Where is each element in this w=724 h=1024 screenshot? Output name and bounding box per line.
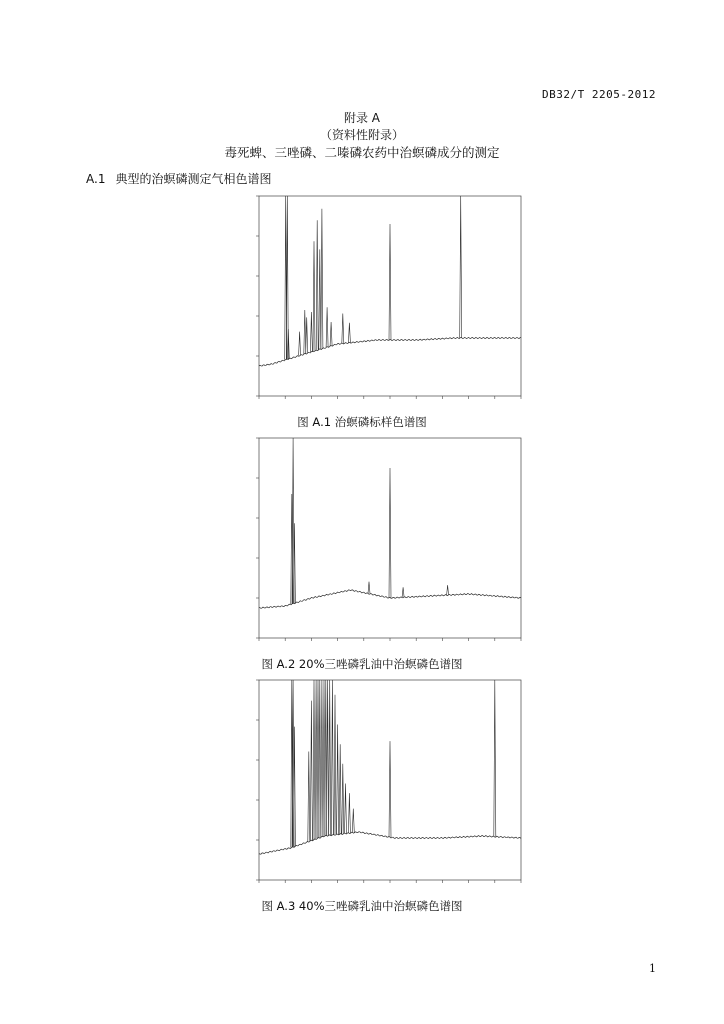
chromatogram-peak: [342, 764, 344, 834]
chromatogram-peak: [389, 224, 391, 340]
chromatogram-peak: [313, 680, 315, 840]
chromatogram-peak: [337, 725, 339, 835]
appendix-heading: [0, 110, 724, 161]
baseline-trace: [259, 590, 521, 609]
chromatogram-peak: [321, 680, 323, 837]
chromatogram-peak: [345, 784, 347, 834]
chromatogram-peak: [447, 585, 449, 595]
chromatogram-a2-svg: [247, 436, 525, 648]
baseline-trace: [259, 832, 521, 854]
appendix-label: 附录 A: [343, 111, 381, 125]
figure-caption-a3: 图 A.3 40%三唑磷乳油中治螟磷色谱图: [261, 899, 463, 913]
chromatogram-peak: [306, 317, 308, 353]
chromatogram-peak: [348, 793, 350, 833]
chromatogram-peak: [334, 695, 336, 835]
chromatogram-peak: [319, 249, 321, 349]
appendix-type: （资料性附录）: [319, 128, 404, 142]
chromatogram-a3: [247, 678, 525, 890]
chromatogram-a3-svg: [247, 678, 525, 890]
standard-code: DB32/T 2205-2012: [542, 88, 656, 101]
chromatogram-peak: [308, 752, 310, 842]
section-number: A.1: [86, 172, 106, 186]
chromatogram-peak: [389, 468, 391, 598]
chromatogram-peak: [310, 701, 312, 841]
section-title: 典型的治螟磷测定气相色谱图: [115, 172, 272, 186]
chromatogram-peak: [327, 680, 329, 836]
chromatogram-peak: [316, 220, 318, 350]
figure-caption-a2: 图 A.2 20%三唑磷乳油中治螟磷色谱图: [261, 657, 463, 671]
chromatogram-peak: [348, 323, 350, 343]
chromatogram-a2: [247, 436, 525, 648]
chromatogram-a1-svg: [247, 194, 525, 406]
chromatogram-a1: [247, 194, 525, 406]
chromatogram-peak: [326, 307, 328, 347]
baseline-trace: [259, 337, 521, 366]
chromatogram-peak: [342, 314, 344, 344]
chromatogram-peak: [460, 196, 462, 338]
chromatogram-peak: [299, 332, 301, 356]
chromatogram-peak: [339, 744, 341, 834]
chromatogram-peak: [494, 680, 496, 837]
chromatogram-peak: [331, 680, 333, 835]
chromatogram-peak: [310, 312, 312, 352]
chromatogram-peak: [368, 582, 370, 594]
chromatogram-peak: [329, 680, 331, 835]
chromatogram-peak: [313, 241, 315, 351]
chromatogram-peak: [315, 680, 317, 839]
chromatogram-peak: [319, 680, 321, 838]
chromatogram-peak: [352, 809, 354, 833]
chromatogram-peak: [330, 322, 332, 346]
figure-caption-a1: 图 A.1 治螟磷标样色谱图: [297, 415, 427, 429]
chromatogram-peak: [321, 209, 323, 349]
chromatogram-peak: [402, 587, 404, 597]
chromatogram-peak: [389, 741, 391, 837]
plot-frame: [259, 680, 521, 880]
appendix-title: 毒死蜱、三唑磷、二嗪磷农药中治螟磷成分的测定: [224, 145, 500, 160]
chromatogram-peak: [304, 310, 306, 354]
section-heading: [86, 170, 271, 187]
page-number: 1: [649, 962, 656, 975]
